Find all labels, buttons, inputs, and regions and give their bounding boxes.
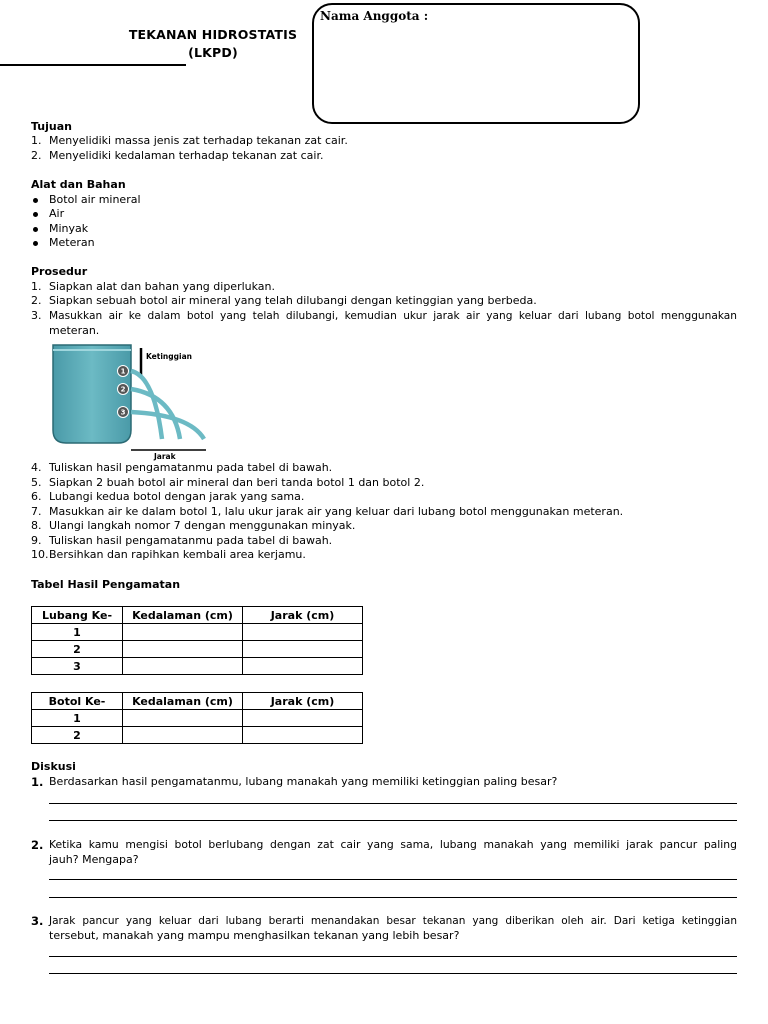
page-title: TEKANAN HIDROSTATIS (128, 27, 298, 42)
list-item: 3. Masukkan air ke dalam botol yang telah dilubangi, kemudian ukur jarak air yang keluar dari lubang botol menggunakan meteran. (31, 309, 737, 337)
height-label: Ketinggian (146, 352, 192, 361)
table-cell-input[interactable] (123, 710, 243, 727)
list-item: 6. Lubangi kedua botol dengan jarak yang sama. (31, 490, 305, 503)
member-names-box[interactable] (312, 3, 640, 124)
list-item: 9. Tuliskan hasil pengamatanmu pada tabel di bawah. (31, 534, 333, 547)
list-item: 2. Siapkan sebuah botol air mineral yang telah dilubangi dengan ketinggian yang berbeda. (31, 294, 537, 307)
discussion-question: 2. Ketika kamu mengisi botol berlubang dengan zat cair yang sama, lubang manakah yang memiliki jarak pancur paling jauh? Mengapa? (31, 838, 737, 866)
bullet-icon (33, 241, 38, 246)
table-header: Botol Ke- (32, 693, 123, 710)
table-row: 1 (32, 710, 363, 727)
table-cell-input[interactable] (243, 727, 363, 744)
observation-table-2 (31, 692, 363, 744)
page-subtitle: (LKPD) (188, 45, 238, 60)
answer-line[interactable] (49, 897, 737, 898)
water-jet-1 (131, 371, 162, 439)
list-item: 2. Menyelidiki kedalaman terhadap tekanan zat cair. (31, 149, 324, 162)
bullet-icon (33, 198, 38, 203)
list-item: Minyak (0, 222, 768, 236)
bullet-icon (33, 212, 38, 217)
list-item: 8. Ulangi langkah nomor 7 dengan menggunakan minyak. (31, 519, 356, 532)
list-item: 1. Menyelidiki massa jenis zat terhadap tekanan zat cair. (31, 134, 348, 147)
hole-label-2: 2 (120, 385, 126, 394)
discussion-question: 3. Jarak pancur yang keluar dari lubang berarti menandakan besar tekanan yang diberikan oleh air. Dari ketiga ketinggian tersebut, manakah yang mampu menghasilkan tekanan yang lebih besar? (31, 914, 737, 942)
table-row: 2 (32, 641, 363, 658)
table-row: 2 (32, 727, 363, 744)
list-item: Meteran (0, 236, 768, 250)
answer-line[interactable] (49, 820, 737, 821)
table-cell-input[interactable] (243, 658, 363, 675)
answer-line[interactable] (49, 956, 737, 957)
prosedur-heading: Prosedur (31, 265, 88, 278)
table-header: Jarak (cm) (243, 693, 363, 710)
answer-line[interactable] (49, 879, 737, 880)
member-names-label: Nama Anggota : (320, 9, 429, 23)
bottle-shape (53, 345, 131, 443)
table-cell-input[interactable] (123, 658, 243, 675)
table-cell-input[interactable] (243, 641, 363, 658)
diskusi-heading: Diskusi (31, 760, 76, 773)
list-item: 7. Masukkan air ke dalam botol 1, lalu ukur jarak air yang keluar dari lubang botol menggunakan meteran. (31, 505, 624, 518)
table-header: Lubang Ke- (32, 607, 123, 624)
list-item: Air (0, 207, 768, 221)
table-cell-input[interactable] (243, 624, 363, 641)
observation-table-1 (31, 606, 363, 675)
distance-label: Jarak (154, 452, 176, 461)
list-item: 1. Siapkan alat dan bahan yang diperlukan. (31, 280, 276, 293)
table-cell-input[interactable] (123, 624, 243, 641)
tujuan-heading: Tujuan (31, 120, 72, 133)
table-cell-input[interactable] (123, 641, 243, 658)
list-item: Botol air mineral (0, 193, 768, 207)
water-jet-3 (131, 412, 204, 439)
alat-heading: Alat dan Bahan (31, 178, 126, 191)
tabel-heading: Tabel Hasil Pengamatan (31, 578, 181, 591)
title-underline (0, 64, 186, 66)
answer-line[interactable] (49, 973, 737, 974)
table-cell-input[interactable] (123, 727, 243, 744)
list-item: 10. Bersihkan dan rapihkan kembali area kerjamu. (31, 548, 306, 561)
table-row: 1 (32, 624, 363, 641)
bottle-diagram (48, 340, 228, 462)
table-header: Kedalaman (cm) (123, 607, 243, 624)
list-item: 5. Siapkan 2 buah botol air mineral dan beri tanda botol 1 dan botol 2. (31, 476, 425, 489)
list-item: 4. Tuliskan hasil pengamatanmu pada tabel di bawah. (31, 461, 333, 474)
table-cell-input[interactable] (243, 710, 363, 727)
discussion-question: 1. Berdasarkan hasil pengamatanmu, lubang manakah yang memiliki ketinggian paling besar? (31, 775, 558, 789)
hole-label-3: 3 (120, 408, 126, 417)
table-row: 3 (32, 658, 363, 675)
table-header: Kedalaman (cm) (123, 693, 243, 710)
bullet-icon (33, 227, 38, 232)
hole-label-1: 1 (120, 367, 126, 376)
answer-line[interactable] (49, 803, 737, 804)
table-header: Jarak (cm) (243, 607, 363, 624)
